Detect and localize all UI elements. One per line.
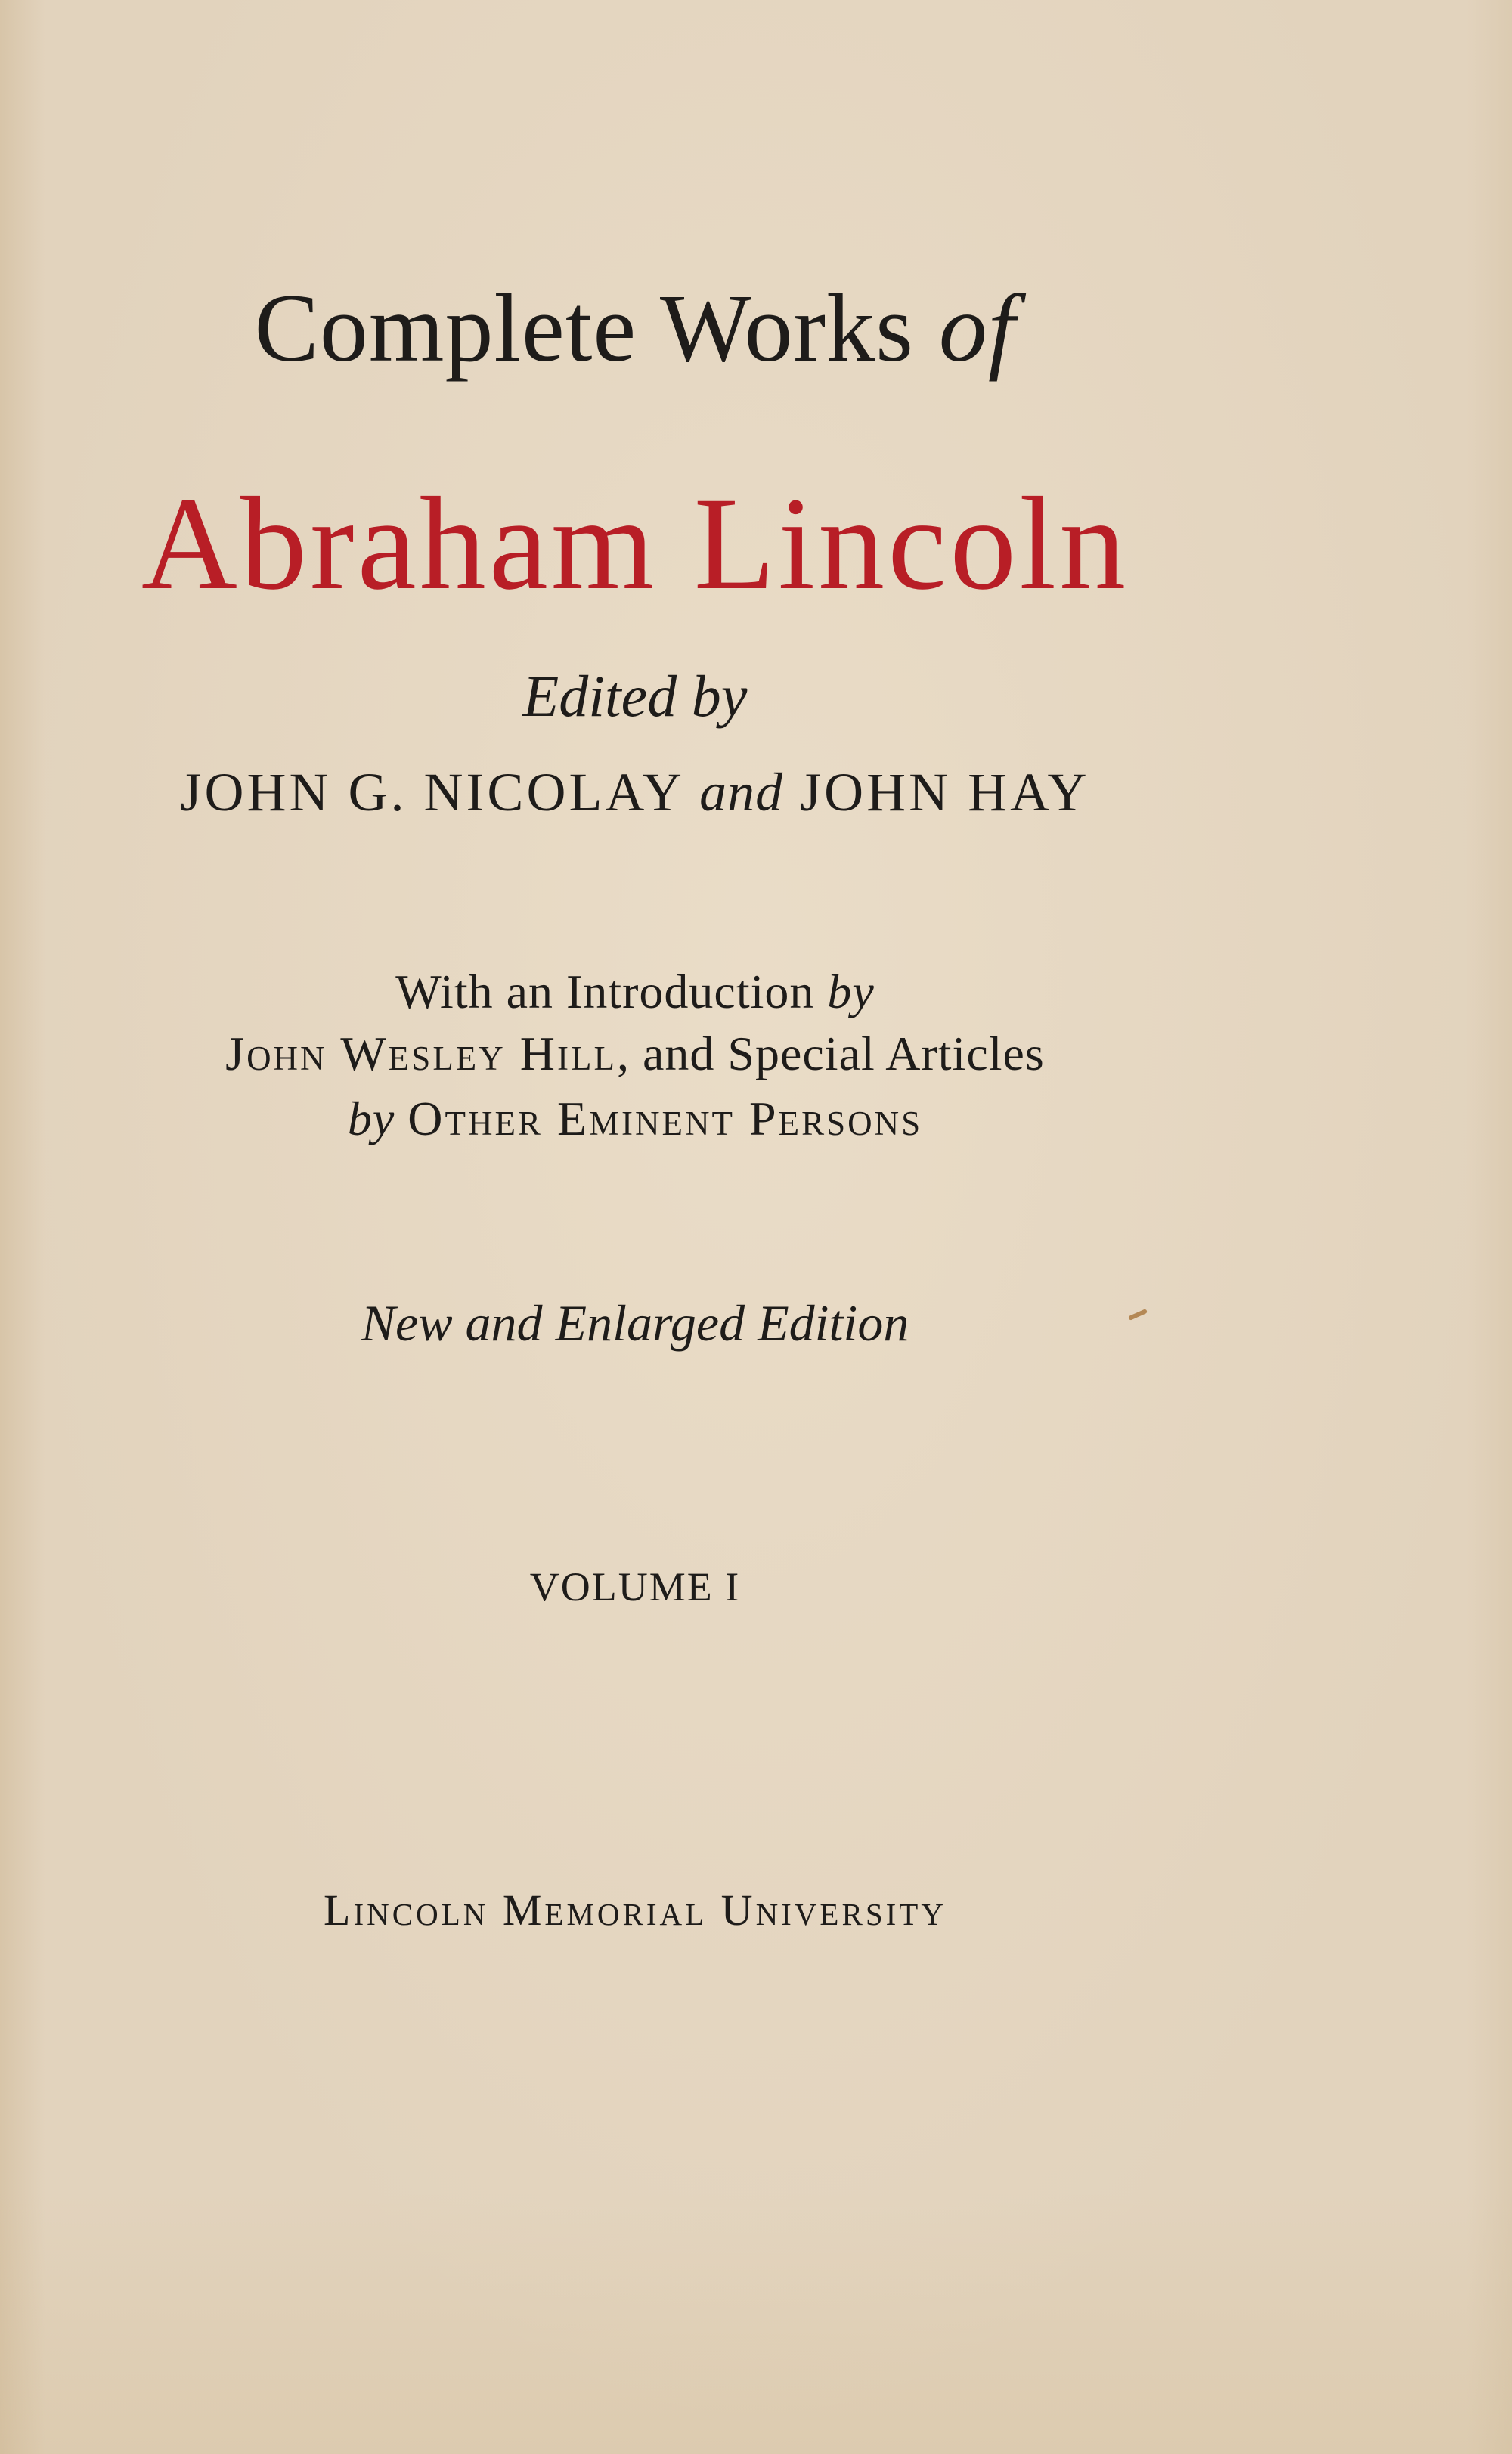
- title-line-complete-works: [0, 274, 1270, 382]
- introduction-line-1: [0, 965, 1270, 1018]
- introduction-text: With an Introduction: [395, 965, 828, 1018]
- title-complete-works-text: Complete Works: [254, 274, 939, 382]
- introduction-by-italic: by: [827, 965, 875, 1018]
- editors-conjunction: and: [699, 762, 784, 823]
- edition-label: New and Enlarged Edition: [361, 1294, 909, 1352]
- introduction-author: John Wesley Hill: [225, 1027, 617, 1080]
- publisher-name: Lincoln Memorial University: [324, 1885, 947, 1935]
- introduction-line-2: [0, 1027, 1270, 1080]
- editors-line: [0, 762, 1270, 823]
- volume-label: VOLUME I: [529, 1564, 741, 1610]
- edited-by-label: Edited by: [522, 663, 748, 729]
- articles-by-italic: by: [347, 1092, 395, 1145]
- special-articles-text: , and Special Articles: [616, 1027, 1045, 1080]
- other-eminent-persons: Other Eminent Persons: [407, 1092, 923, 1145]
- introduction-line-3: [0, 1092, 1270, 1145]
- title-of-italic: of: [938, 274, 1016, 382]
- editor-nicolay: JOHN G. NICOLAY: [180, 762, 683, 823]
- title-abraham-lincoln: Abraham Lincoln: [141, 470, 1129, 618]
- editor-hay: JOHN HAY: [800, 762, 1090, 823]
